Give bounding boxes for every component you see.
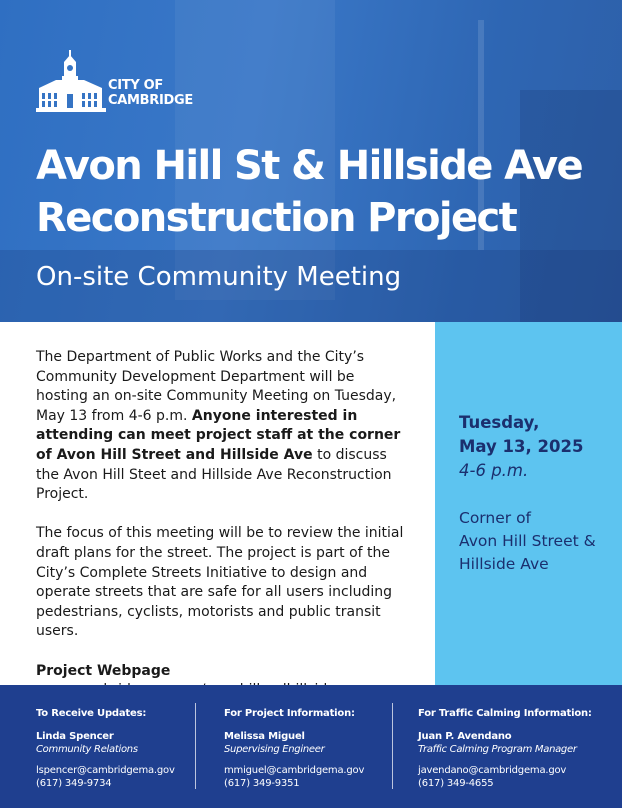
contact-name: Melissa Miguel — [224, 731, 305, 742]
contact-phone[interactable]: (617) 349-9734 — [36, 778, 112, 789]
contact-footer — [0, 685, 622, 808]
contact-traffic-calming — [418, 707, 592, 790]
location-line-2: Avon Hill Street & — [459, 532, 596, 550]
page-subtitle: On-site Community Meeting — [36, 262, 402, 292]
city-hall-icon — [36, 50, 106, 112]
logo-line-1: CITY OF — [108, 78, 164, 93]
contact-role: Supervising Engineer — [224, 744, 325, 755]
paragraph-focus: The focus of this meeting will be to review the initial draft plans for the street. The project is part of the City’s Complete Streets Initiative to design and operate streets that are safe for all users including pedestrians, cyclists, motorists and public transit users. — [36, 525, 404, 640]
event-full-date: May 13, 2025 — [459, 437, 584, 456]
title-line-1: Avon Hill St & Hillside Ave — [36, 143, 583, 189]
location-line-1: Corner of — [459, 509, 532, 527]
city-logo — [36, 50, 193, 112]
location-line-3: Hillside Ave — [459, 555, 549, 573]
logo-line-2: CAMBRIDGE — [108, 93, 193, 108]
contact-heading: For Project Information: — [224, 708, 355, 719]
contact-heading: For Traffic Calming Information: — [418, 708, 592, 719]
contact-phone[interactable]: (617) 349-4655 — [418, 778, 494, 789]
intro-text: The Department of Public Works and the City’s Community Development Department will be hosting an on-site Community Meeting on Tuesday, May 13 from 4-6 p.m. — [36, 349, 397, 424]
contact-email[interactable]: lspencer@cambridgema.gov — [36, 765, 175, 776]
description — [36, 348, 408, 701]
footer-divider — [392, 703, 393, 789]
contact-phone[interactable]: (617) 349-9351 — [224, 778, 300, 789]
event-date — [459, 411, 583, 483]
webpage-heading: Project Webpage — [36, 662, 171, 679]
title-line-2: Reconstruction Project — [36, 195, 517, 241]
contact-name: Juan P. Avendano — [418, 731, 512, 742]
page-title — [36, 140, 606, 244]
contact-email[interactable]: javendano@cambridgema.gov — [418, 765, 567, 776]
paragraph-intro — [36, 348, 408, 505]
contact-role: Community Relations — [36, 744, 138, 755]
hero-banner — [0, 0, 622, 322]
intro-bold-text: Anyone interested in attending can meet project staff at the corner of Avon Hill Street and Hillside Ave — [36, 407, 401, 463]
intro-text-end: to discuss the Avon Hill Steet and Hillside Ave Reconstruction Project. — [36, 446, 392, 503]
event-location — [459, 507, 619, 576]
contact-email[interactable]: mmiguel@cambridgema.gov — [224, 765, 365, 776]
footer-divider — [195, 703, 196, 789]
event-day: Tuesday, — [459, 413, 540, 432]
event-time: 4-6 p.m. — [459, 461, 529, 480]
contact-updates — [36, 707, 175, 790]
event-sidebar — [435, 322, 622, 685]
contact-role: Traffic Calming Program Manager — [418, 744, 577, 755]
contact-heading: To Receive Updates: — [36, 708, 147, 719]
logo-wordmark — [108, 78, 193, 108]
contact-project — [224, 707, 364, 790]
contact-name: Linda Spencer — [36, 731, 114, 742]
